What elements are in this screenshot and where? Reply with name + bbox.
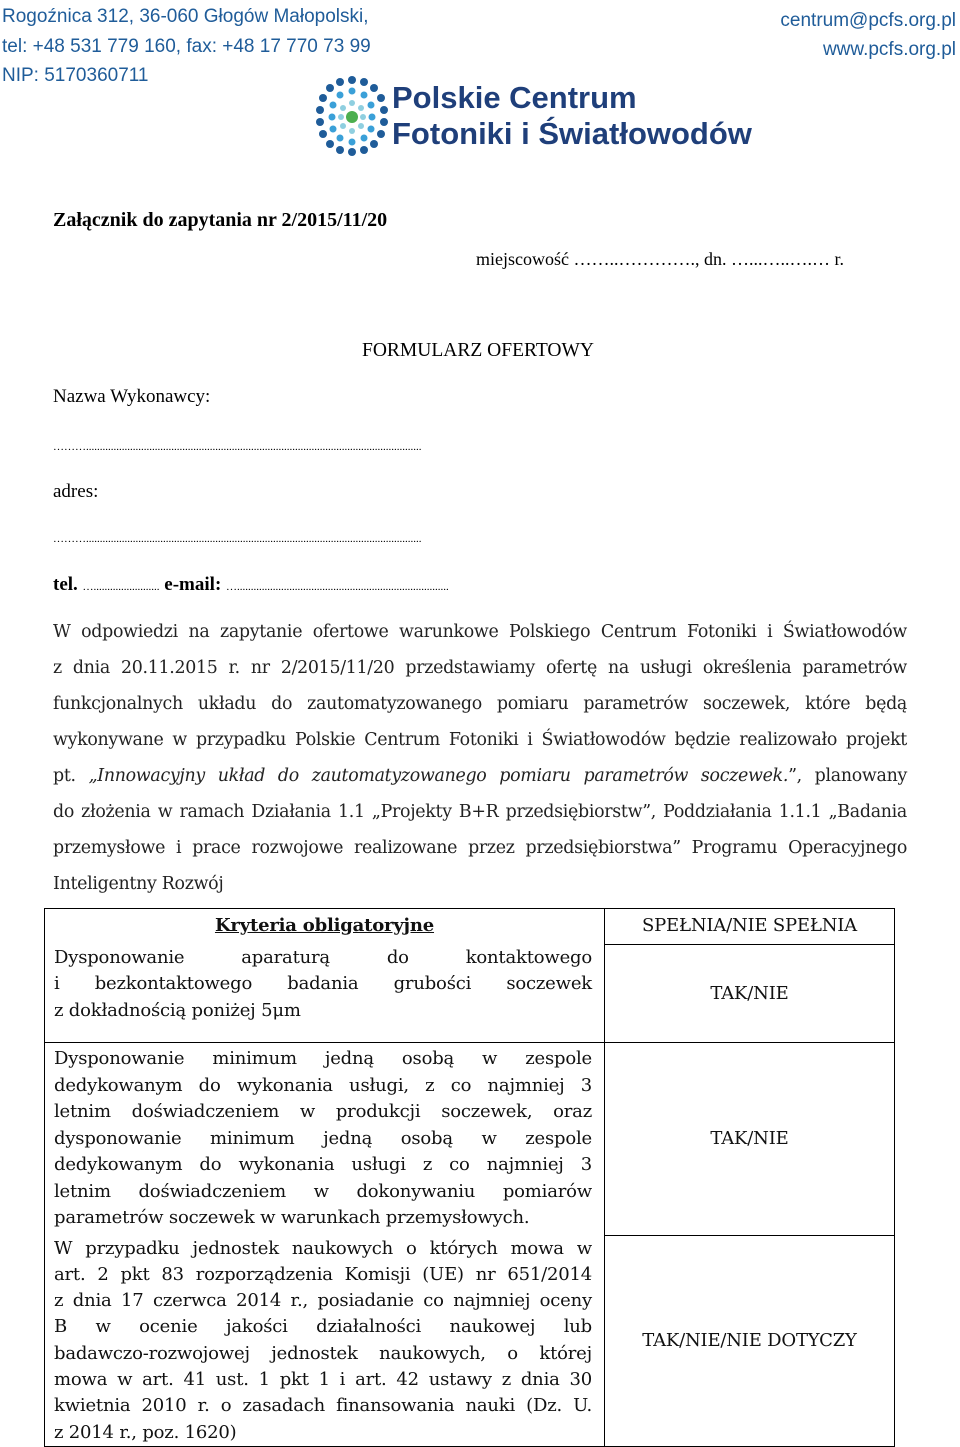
answer-tak-nie-nie-dotyczy[interactable]: TAK/NIE/NIE DOTYCZY [642, 1329, 857, 1351]
company-website[interactable]: www.pcfs.org.pl [822, 39, 956, 60]
criterion-line: B w ocenie jakości działalności naukowej lub [54, 1316, 592, 1338]
table-row [45, 1236, 895, 1447]
contractor-name-label: Nazwa Wykonawcy: [53, 386, 211, 407]
criterion-line: art. 2 pkt 83 rozporządzenia Komisji (UE) nr 651/2014 [54, 1263, 592, 1285]
criterion-cell [45, 1043, 605, 1236]
paragraph-line: z dnia 20.11.2015 r. nr 2/2015/11/20 przedstawiamy ofertę na usługi określenia parametrów [53, 658, 907, 678]
company-web-block [780, 6, 956, 64]
criterion-line: dysponowanie minimum jedną osobą w zespole [54, 1127, 592, 1149]
project-title-line [53, 766, 907, 786]
place-date-field[interactable]: miejscowość ……..…………., dn. …...…..….… r. [476, 249, 844, 269]
criterion-line: letnim doświadczeniem w produkcji soczewek, oraz [54, 1101, 592, 1122]
email-input[interactable]: …............................................................................. [226, 581, 449, 593]
table-row [45, 945, 895, 1043]
criteria-header-cell [45, 909, 605, 945]
criterion-line: i bezkontaktowego badania grubości soczewek [54, 973, 592, 994]
table-row [45, 1043, 895, 1236]
criteria-header: Kryteria obligatoryjne [214, 915, 435, 936]
criterion-cell [45, 1236, 605, 1447]
compliance-header: SPEŁNIA/NIE SPEŁNIA [642, 915, 857, 936]
pt-suffix: ”, planowany [788, 766, 907, 786]
table-header-row [45, 909, 895, 945]
paragraph-line: przemysłowe i prace rozwojowe realizowane przez przedsiębiorstwa” Programu Operacyjnego [53, 838, 907, 858]
project-title: „Innowacyjny układ do zautomatyzowanego pomiaru parametrów soczewek. [88, 766, 789, 786]
answer-cell[interactable] [605, 1236, 895, 1447]
paragraph-line: wykonywane w przypadku Polskie Centrum Fotoniki i Światłowodów będzie realizowało projekt [53, 730, 907, 750]
address-input[interactable]: ……….......................................................................................................................... [53, 533, 422, 545]
company-logo [312, 72, 762, 162]
compliance-header-cell [605, 909, 895, 945]
criterion-line: parametrów soczewek w warunkach przemysłowych. [54, 1207, 530, 1228]
contractor-name-input[interactable]: ……….......................................................................................................................... [53, 441, 422, 453]
tel-label: tel. [53, 574, 78, 595]
attachment-reference: Załącznik do zapytania nr 2/2015/11/20 [53, 209, 388, 231]
form-title: FORMULARZ OFERTOWY [362, 340, 594, 361]
criterion-line: z dokładnością poniżej 5μm [54, 999, 301, 1021]
company-nip: NIP: 5170360711 [2, 65, 149, 86]
criterion-line: dedykowanym do wykonania usługi, z co najmniej 3 [54, 1074, 592, 1096]
criterion-line: z dnia 17 czerwca 2014 r., posiadanie co najmniej oceny [54, 1290, 592, 1312]
criterion-line: Dysponowanie aparaturą do kontaktowego [54, 946, 592, 968]
criterion-line: z 2014 r., poz. 1620) [54, 1421, 237, 1443]
criterion-line: dedykowanym do wykonania usługi z co najmniej 3 [54, 1154, 592, 1175]
criterion-cell [45, 945, 605, 1043]
criteria-table [44, 908, 895, 1447]
tel-input[interactable]: …........................ [82, 581, 160, 593]
contact-line [53, 574, 449, 596]
paragraph-line: Inteligentny Rozwój [53, 874, 224, 894]
criterion-line: W przypadku jednostek naukowych o których mowa w [54, 1237, 592, 1259]
answer-tak-nie[interactable]: TAK/NIE [710, 1128, 789, 1149]
answer-tak-nie[interactable]: TAK/NIE [710, 982, 789, 1004]
company-address: Rogoźnica 312, 36-060 Głogów Małopolski, [2, 6, 369, 27]
criterion-line: letnim doświadczeniem w dokonywaniu pomiarów [54, 1180, 592, 1202]
pt-prefix: pt. [53, 766, 89, 786]
answer-cell[interactable] [605, 1043, 895, 1236]
criterion-line: kwietnia 2010 r. o zasadach finansowania nauki (Dz. U. [54, 1395, 592, 1417]
criterion-line: mowa w art. 41 ust. 1 pkt 1 i art. 42 ustawy z dnia 30 [54, 1368, 592, 1390]
address-label: adres: [53, 481, 99, 502]
paragraph-line: funkcjonalnych układu do zautomatyzowanego pomiaru parametrów soczewek, które będą [53, 694, 907, 714]
company-phone: tel: +48 531 779 160, fax: +48 17 770 73 99 [2, 35, 371, 57]
email-label: e-mail: [164, 574, 222, 595]
dot-circle-logo-icon [312, 72, 392, 162]
criterion-line: Dysponowanie minimum jedną osobą w zespole [54, 1048, 592, 1069]
paragraph-line: W odpowiedzi na zapytanie ofertowe warunkowe Polskiego Centrum Fotoniki i Światłowodów [53, 622, 907, 642]
logo-wordmark: Polskie Centrum Fotoniki i Światłowodów [392, 80, 752, 151]
answer-cell[interactable] [605, 945, 895, 1043]
criterion-line: badawczo-rozwojowej jednostek naukowych, o której [54, 1342, 592, 1364]
company-email[interactable]: centrum@pcfs.org.pl [780, 10, 956, 31]
paragraph-line: do złożenia w ramach Działania 1.1 „Projekty B+R przedsiębiorstw”, Poddziałania 1.1.1 „Badania [53, 802, 907, 822]
